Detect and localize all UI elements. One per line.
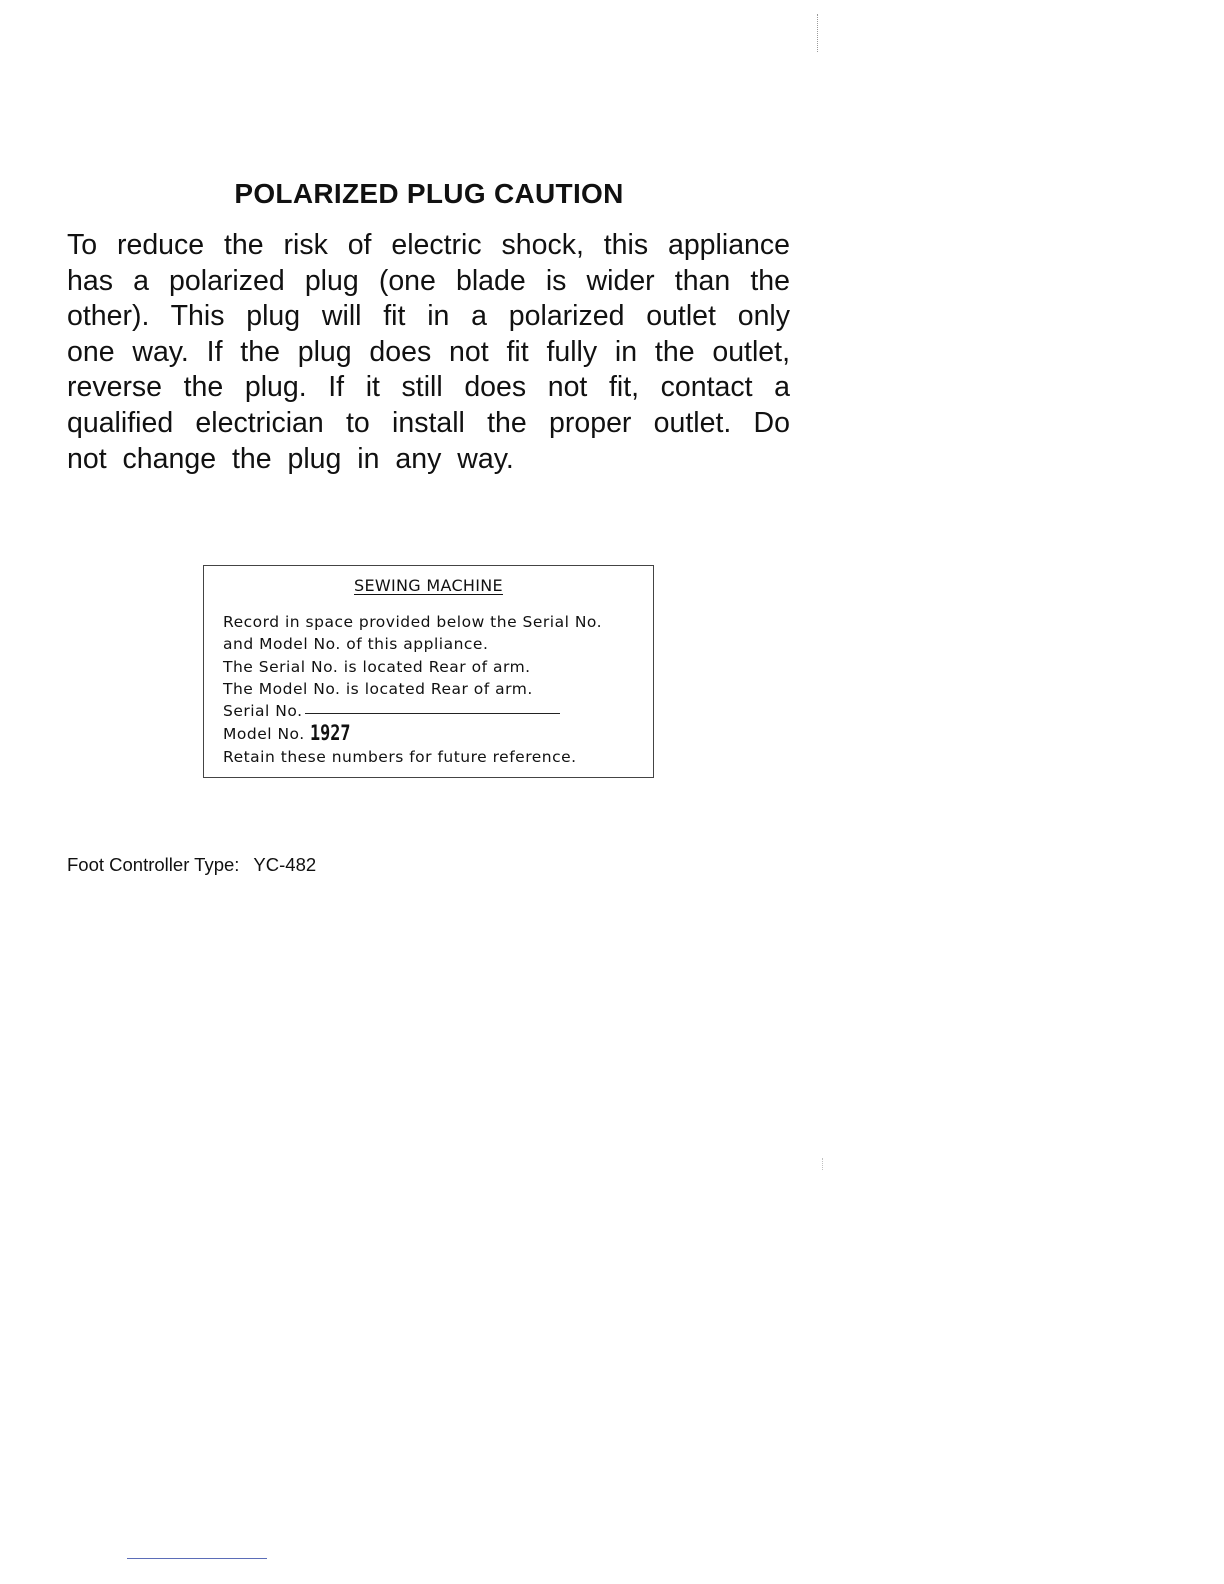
record-box-line: The Model No. is located Rear of arm. xyxy=(223,679,533,698)
model-number-row xyxy=(223,722,602,745)
caution-line: To reduce the risk of electric shock, this appliance xyxy=(67,229,790,261)
caution-line: reverse the plug. If it still does not fit, contact a xyxy=(67,371,790,404)
foot-controller-type xyxy=(67,854,316,876)
model-number-label: Model No. xyxy=(223,725,305,744)
caution-line: not change the plug in any way. xyxy=(67,442,514,475)
scan-artifact-mark xyxy=(817,14,819,52)
record-box-line: and Model No. of this appliance. xyxy=(223,635,489,654)
caution-paragraph xyxy=(67,228,790,477)
record-box-line: Record in space provided below the Serial No. xyxy=(223,613,603,631)
caution-line: one way. If the plug does not fit fully in the outlet, xyxy=(67,335,790,368)
caution-line: other). This plug will fit in a polarized outlet only xyxy=(67,300,790,333)
foot-controller-label: Foot Controller Type: xyxy=(67,854,240,875)
record-box-lines xyxy=(223,611,602,768)
caution-line: qualified electrician to install the proper outlet. Do xyxy=(67,406,790,439)
model-number-value: 1927 xyxy=(310,721,351,746)
foot-controller-value: YC-482 xyxy=(253,854,317,875)
caution-line: has a polarized plug (one blade is wider than the xyxy=(67,264,790,297)
record-box-line: The Serial No. is located Rear of arm. xyxy=(223,657,531,676)
serial-number-row xyxy=(223,700,602,722)
caution-title: POLARIZED PLUG CAUTION xyxy=(234,178,624,209)
serial-number-blank xyxy=(305,712,560,714)
scan-artifact-mark xyxy=(822,1158,824,1170)
bottom-rule xyxy=(127,1558,267,1559)
serial-record-box xyxy=(203,565,654,778)
serial-number-label: Serial No. xyxy=(223,702,303,721)
record-box-footer: Retain these numbers for future reference. xyxy=(223,747,577,766)
record-box-title-text: SEWING MACHINE xyxy=(354,576,503,595)
record-box-title xyxy=(204,576,653,595)
